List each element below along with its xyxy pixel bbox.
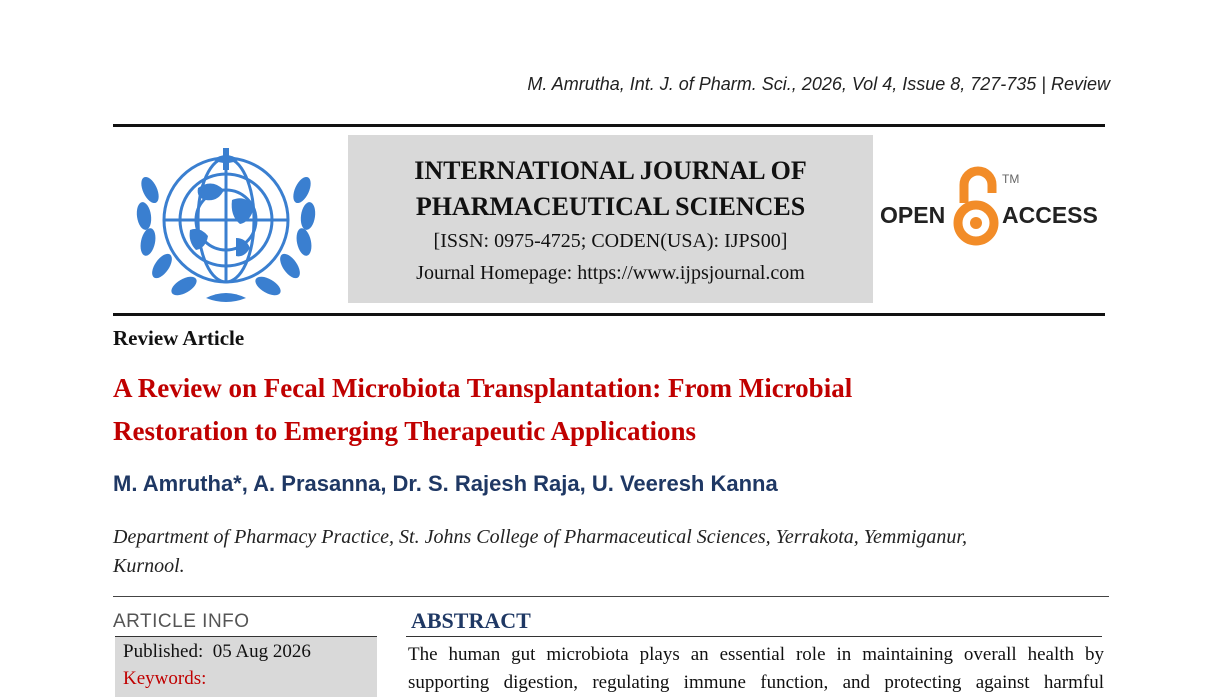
open-access-lock-icon — [880, 165, 1110, 250]
trademark-mark: TM — [1002, 172, 1020, 186]
header-bottom-rule — [113, 313, 1105, 316]
affiliation-line-1: Department of Pharmacy Practice, St. Johns College of Pharmaceutical Sciences, Yerrakota, Yemmiganur, — [113, 526, 967, 548]
abstract-rule — [406, 636, 1102, 637]
article-title — [113, 367, 1113, 453]
article-info-heading: ARTICLE INFO — [113, 611, 250, 632]
affiliation-line-2: Kurnool. — [113, 555, 185, 577]
globe-emblem-icon — [128, 140, 324, 306]
published-date: Published: 05 Aug 2026 — [123, 641, 311, 662]
article-title-line-1: A Review on Fecal Microbiota Transplantation: From Microbial — [113, 373, 853, 403]
open-access-word-access: ACCESS — [1002, 202, 1098, 228]
author-list: M. Amrutha*, A. Prasanna, Dr. S. Rajesh Raja, U. Veeresh Kanna — [113, 471, 778, 496]
header-top-rule — [113, 124, 1105, 127]
journal-issn: [ISSN: 0975-4725; CODEN(USA): IJPS00] — [433, 230, 788, 252]
abstract-line-1: The human gut microbiota plays an essential role in maintaining overall health by — [408, 644, 1104, 665]
affiliation — [113, 523, 1103, 581]
citation-line: M. Amrutha, Int. J. of Pharm. Sci., 2026, Vol 4, Issue 8, 727-735 | Review — [527, 74, 1110, 94]
article-type: Review Article — [113, 326, 245, 350]
journal-title-line-1: INTERNATIONAL JOURNAL OF — [414, 156, 807, 185]
abstract-text — [408, 641, 1104, 697]
article-title-line-2: Restoration to Emerging Therapeutic Applications — [113, 416, 696, 446]
journal-title — [348, 153, 873, 225]
abstract-heading: ABSTRACT — [411, 608, 531, 633]
section-divider — [113, 596, 1109, 597]
open-access-word-open: OPEN — [880, 202, 946, 228]
journal-masthead — [348, 135, 873, 303]
keywords-label: Keywords: — [123, 668, 207, 689]
journal-homepage[interactable]: Journal Homepage: https://www.ijpsjournal.com — [416, 262, 805, 284]
article-info-box — [115, 637, 377, 697]
journal-title-line-2: PHARMACEUTICAL SCIENCES — [415, 192, 806, 221]
abstract-line-2: supporting digestion, regulating immune function, and protecting against harmful — [408, 672, 1104, 693]
